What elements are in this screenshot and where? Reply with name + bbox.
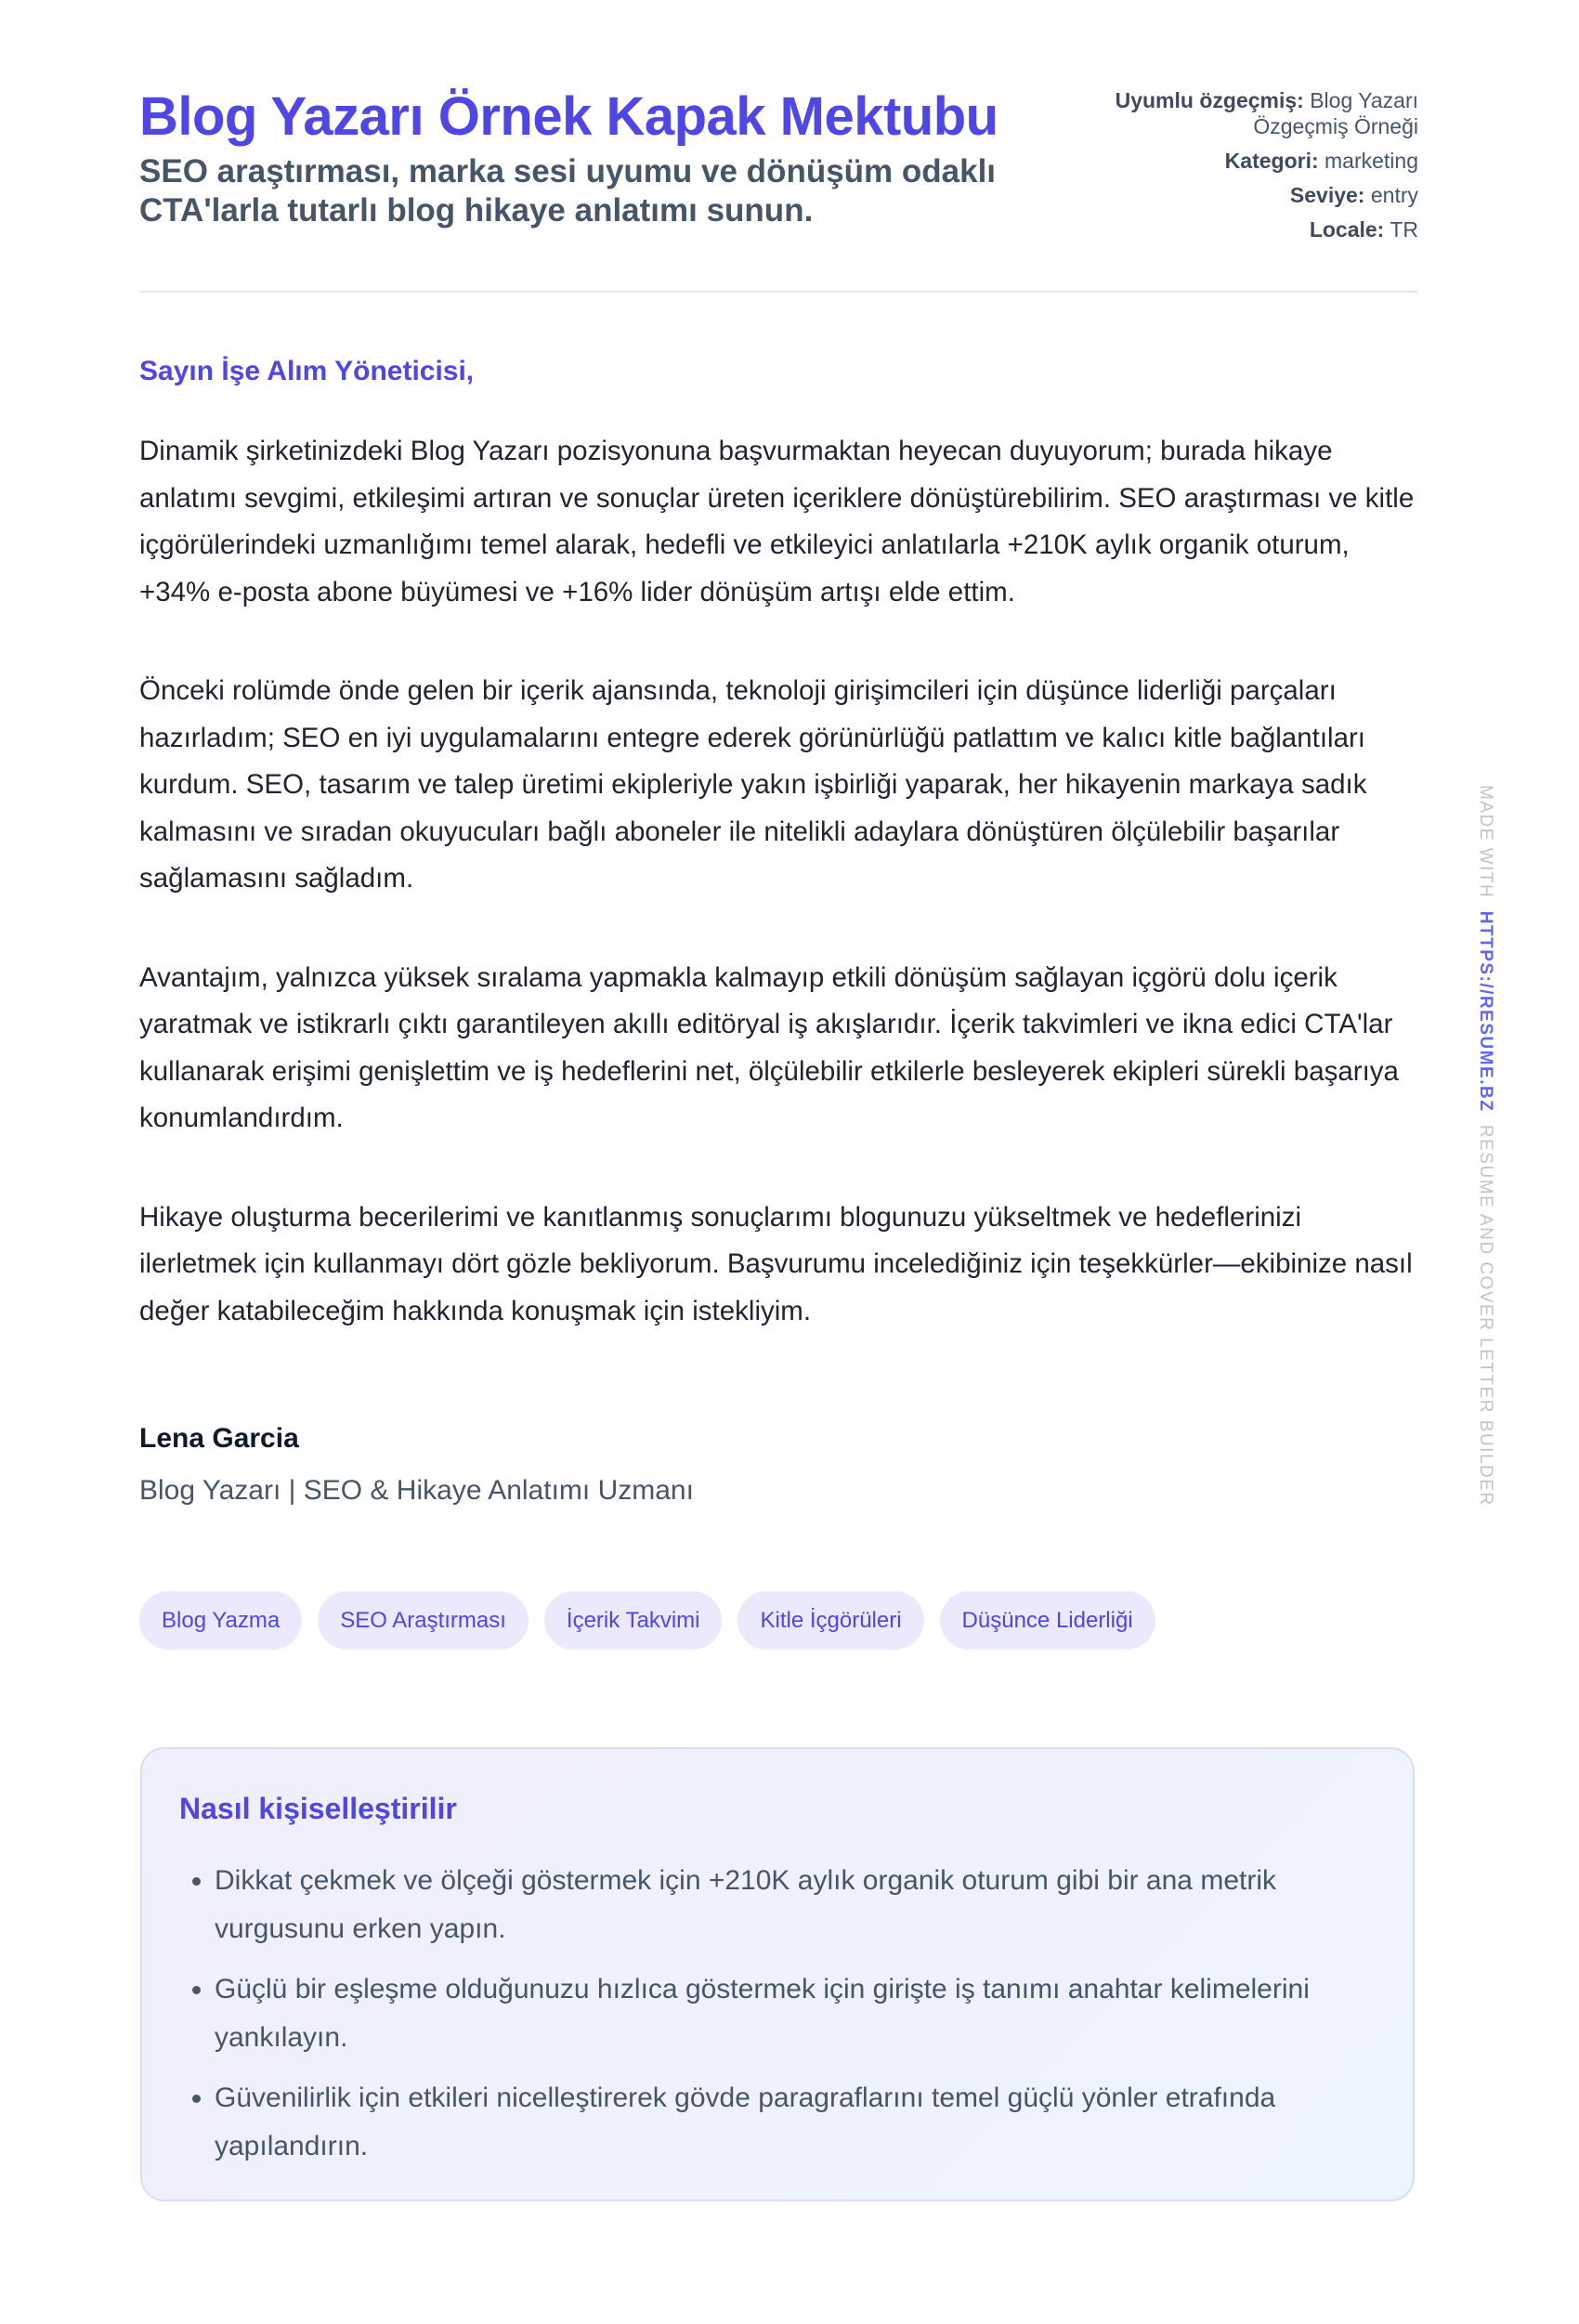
signature-name: Lena Garcia (139, 1423, 299, 1454)
watermark-suffix: RESUME AND COVER LETTER BUILDER (1476, 1124, 1495, 1507)
tips-heading: Nasıl kişiselleştirilir (179, 1792, 457, 1825)
meta-locale-value: TR (1390, 217, 1418, 242)
meta-level-value: entry (1370, 183, 1418, 207)
meta-resume-value: Blog Yazarı Özgeçmiş Örneği (1253, 88, 1418, 138)
watermark (1475, 785, 1495, 1507)
meta-level (1112, 182, 1418, 208)
tip-item: • Dikkat çekmek ve ölçeği göstermek için +210K aylık organik oturum gibi bir ana metrik vurgusunu erken yapın. (215, 1857, 1394, 1953)
paragraph: Avantajım, yalnızca yüksek sıralama yapmakla kalmayıp etkili dönüşüm sağlayan içgörü dolu içerik yaratmak ve istikrarlı çıktı garantileyen akıllı editöryal iş akışlarıdır. İçerik takvimleri ve ikna edici CTA'lar kullanarak erişimi genişlettim ve iş hedeflerini net, ölçülebilir etkilerle besleyerek ekipleri sürekli başarıya konumlandırdım. (139, 961, 1399, 1133)
signature-title: Blog Yazarı | SEO & Hikaye Anlatımı Uzmanı (139, 1475, 694, 1506)
paragraph: Önceki rolümde önde gelen bir içerik ajansında, teknoloji girişimcileri için düşünce liderliği parçaları hazırladım; SEO en iyi uygulamalarını entegre ederek görünürlüğü patlattım ve kalıcı kitle bağlantıları kurdum. SEO, tasarım ve talep üretimi ekipleriyle yakın işbirliği yaparak, her hikayenin markaya sadık kalmasını ve sıradan okuyucuları bağlı aboneler ile nitelikli adaylara dönüştüren ölçülebilir başarılar sağlamasını sağladım. (139, 675, 1367, 894)
letter-body (139, 428, 1426, 1387)
header (139, 84, 1418, 290)
meta-locale-label: Locale: (1309, 217, 1385, 242)
skill-tag: Düşünce Liderliği (940, 1591, 1155, 1650)
page-subtitle: SEO araştırması, marka sesi uyumu ve dönüşüm odaklı CTA'larla tutarlı blog hikaye anlatımı sunun. (139, 153, 997, 228)
meta-locale (1112, 216, 1418, 242)
skill-tag: İçerik Takvimi (544, 1591, 723, 1650)
skill-tags (139, 1591, 1155, 1650)
page-title: Blog Yazarı Örnek Kapak Mektubu (139, 86, 998, 147)
tips-list (177, 1857, 1394, 2183)
meta-resume-label: Uyumlu özgeçmiş: (1115, 88, 1304, 112)
paragraph: Hikaye oluşturma becerilerimi ve kanıtlanmış sonuçlarımı blogunuzu yükseltmek ve hedeflerinizi ilerletmek için kullanmayı dört gözle bekliyorum. Başvurumu incelediğiniz için teşekkürler—ekibinize nasıl değer katabileceğim hakkında konuşmak için istekliyim. (139, 1201, 1413, 1326)
skill-tag: Kitle İçgörüleri (737, 1591, 923, 1650)
meta-category (1112, 148, 1418, 174)
skill-tag: Blog Yazma (139, 1591, 302, 1650)
watermark-link[interactable]: HTTPS://RESUME.BZ (1476, 910, 1495, 1113)
meta-info (1112, 87, 1418, 251)
header-divider (139, 291, 1418, 293)
meta-resume (1112, 87, 1418, 139)
tip-item: • Güvenilirlik için etkileri nicelleştirerek gövde paragraflarını temel güçlü yönler etrafında yapılandırın. (215, 2074, 1394, 2171)
meta-level-label: Seviye: (1289, 183, 1365, 207)
meta-category-value: marketing (1325, 149, 1418, 173)
paragraph: Dinamik şirketinizdeki Blog Yazarı pozisyonuna başvurmaktan heyecan duyuyorum; burada hikaye anlatımı sevgimi, etkileşimi artıran ve sonuçlar üreten içeriklere dönüştürebilirim. SEO araştırması ve kitle içgörülerindeki uzmanlığımı temel alarak, hedefli ve etkileyici anlatılarla +210K aylık organik oturum, +34% e-posta abone büyümesi ve +16% lider dönüşüm artışı elde ettim. (139, 436, 1415, 607)
tip-item: • Güçlü bir eşleşme olduğunuzu hızlıca göstermek için girişte iş tanımı anahtar kelimelerini yankılayın. (215, 1965, 1394, 2062)
watermark-prefix: MADE WITH (1476, 785, 1495, 899)
skill-tag: SEO Araştırması (318, 1591, 529, 1650)
greeting: Sayın İşe Alım Yöneticisi, (139, 356, 475, 386)
customization-tips-box (140, 1747, 1415, 2201)
meta-category-label: Kategori: (1224, 149, 1319, 173)
